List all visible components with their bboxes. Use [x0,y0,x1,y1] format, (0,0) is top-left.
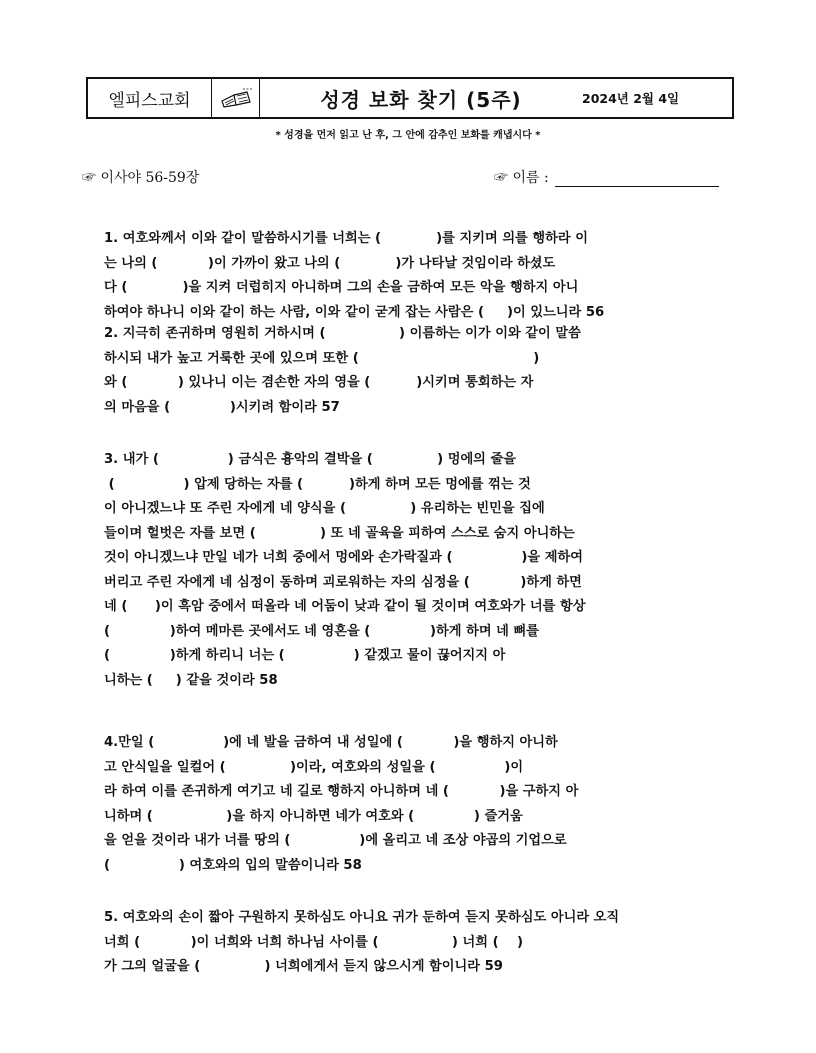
worksheet-date: 2024년 2월 4일 [582,91,680,106]
text-line: 니하며 ( )을 하지 아니하면 네가 여호와 ( ) 즐거움 [104,808,523,824]
text-line: 하시되 내가 높고 거룩한 곳에 있으며 또한 ( ) [104,350,540,366]
instruction-text: * 성경을 먼저 읽고 난 후, 그 안에 감추인 보화를 캐냅시다 * [275,130,541,141]
question-3 [104,448,724,693]
text-line: 다 ( )을 지켜 더럽히지 아니하며 그의 손을 금하여 모든 악을 행하지 아니 [104,280,579,295]
text-line: 1. 여호와께서 이와 같이 말씀하시기를 너희는 ( )를 지키며 의를 행하라 이 [104,231,588,246]
name-field [494,167,719,187]
header-box [86,77,734,119]
text-line: 3. 내가 ( ) 금식은 흉악의 결박을 ( ) 멍에의 줄을 [104,452,516,467]
chapter-reference: ☞ 이사야 56-59장 [82,170,200,186]
text-line: 버리고 주린 자에게 네 심정이 동하며 괴로워하는 자의 심정을 ( )하게 하면 [104,574,582,590]
text-line: 5. 여호와의 손이 짧아 구원하지 못하심도 아니요 귀가 둔하여 듣지 못하심도 아니라 오직 [104,910,620,925]
text-line: ( ) 여호와의 입의 말씀이니라 58 [104,857,362,873]
text-line: 2. 지극히 존귀하며 영원히 거하시며 ( ) 이름하는 이가 이와 같이 말씀 [104,326,581,341]
text-line: 니하는 ( ) 같을 것이라 58 [104,672,278,688]
text-line: 와 ( ) 있나니 이는 겸손한 자의 영을 ( )시키며 통회하는 자 [104,375,534,390]
text-line: 너희 ( )이 너희와 너희 하나님 사이를 ( ) 너희 ( ) [104,934,524,950]
text-line: 네 ( )이 흑암 중에서 떠올라 네 어둠이 낮과 같이 될 것이며 여호와가 너를 항상 [104,599,586,614]
text-line: ( )하여 메마른 곳에서도 네 영혼을 ( )하게 하며 네 뼈를 [104,623,539,639]
name-label: ☞ 이름 : [494,170,549,186]
open-bible-icon [212,79,260,117]
text-line: 고 안식일을 일컬어 ( )이라, 여호와의 성일을 ( )이 [104,759,524,775]
text-line: 의 마음을 ( )시키려 함이라 57 [104,399,340,415]
text-line: 는 나의 ( )이 가까이 왔고 나의 ( )가 나타날 것임이라 하셨도 [104,255,556,271]
question-1 [104,227,724,325]
text-line: 것이 아니겠느냐 만일 네가 너희 중에서 멍에와 손가락질과 ( )을 제하여 [104,550,583,565]
worksheet-title: 성경 보화 찾기 (5주) [320,87,522,112]
name-blank[interactable] [555,170,719,187]
text-line: 하여야 하나니 이와 같이 하는 사람, 이와 같이 굳게 잡는 사람은 ( )이 있느니라 56 [104,304,605,320]
text-line: 들이며 헐벗은 자를 보면 ( ) 또 네 골육을 피하여 스스로 숨지 아니하는 [104,525,575,541]
text-line: ( )하게 하리니 너는 ( ) 같겠고 물이 끊어지지 아 [104,648,506,663]
text-line: 가 그의 얼굴을 ( ) 너희에게서 듣지 않으시게 함이니라 59 [104,959,503,974]
text-line: 이 아니겠느냐 또 주린 자에게 네 양식을 ( ) 유리하는 빈민을 집에 [104,501,545,516]
text-line: ( ) 압제 당하는 자를 ( )하게 하며 모든 멍에를 꺾는 것 [104,476,531,492]
text-line: 라 하여 이를 존귀하게 여기고 네 길로 행하지 아니하며 네 ( )을 구하지 아 [104,784,579,799]
church-name: 엘피스교회 [88,79,212,117]
question-5 [104,906,724,980]
text-line: 4.만일 ( )에 네 발을 금하여 내 성일에 ( )을 행하지 아니하 [104,735,558,750]
text-line: 을 얻을 것이라 내가 너를 땅의 ( )에 올리고 네 조상 야곱의 기업으로 [104,833,567,848]
question-4 [104,731,724,878]
question-2 [104,322,724,420]
